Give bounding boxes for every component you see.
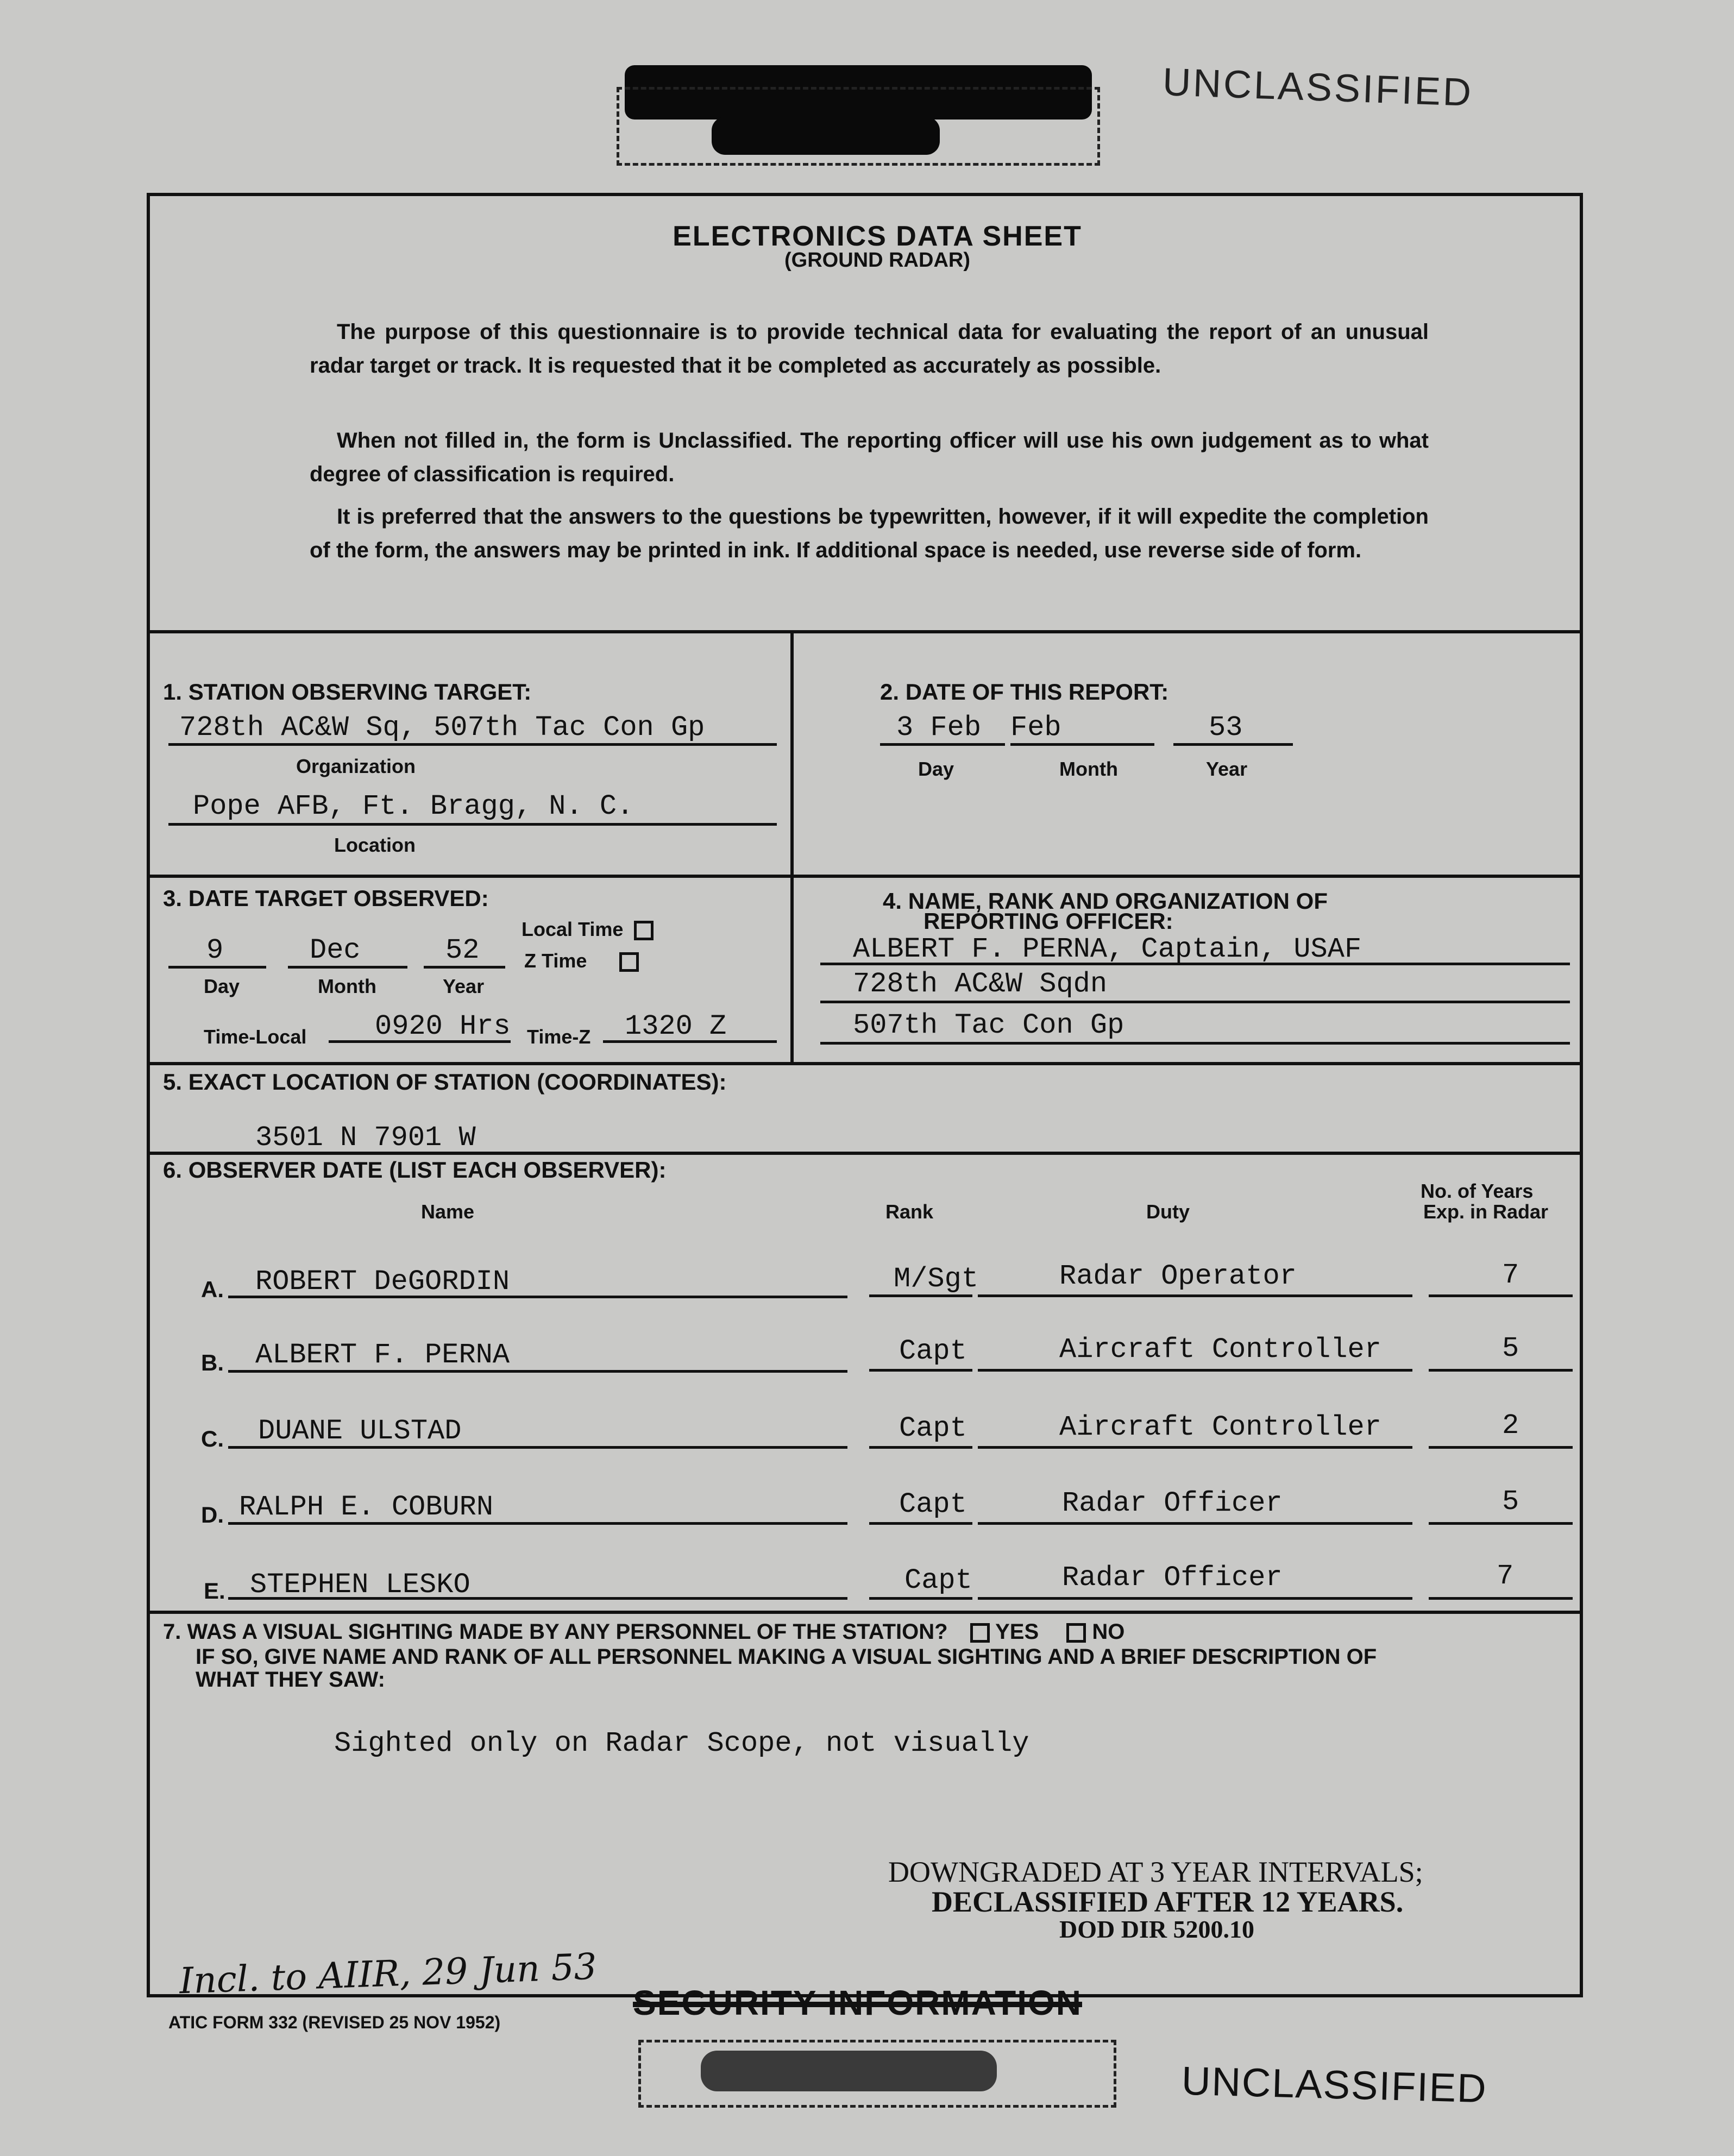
observer-rank: Capt <box>904 1564 972 1596</box>
redaction-bottom-blob <box>701 2051 997 2091</box>
observer-years-line <box>1429 1522 1573 1525</box>
observer-name-line <box>228 1522 847 1525</box>
q4-line1-rule <box>820 963 1570 965</box>
observer-name-line <box>228 1370 847 1373</box>
q1-label: 1. STATION OBSERVING TARGET: <box>163 679 532 705</box>
handwritten-note: Incl. to AIIR, 29 Jun 53 <box>178 1945 598 2002</box>
observer-letter: E. <box>204 1578 225 1604</box>
intro-paragraph-3: It is preferred that the answers to the questions be typewritten, however, if it will expedite the completion of the form, the answers may be printed in ink. If additional space is needed, use reverse side of form. <box>310 505 1429 562</box>
q1-organization-caption: Organization <box>296 755 416 777</box>
q3-month-caption: Month <box>318 975 376 997</box>
redaction-top-blob <box>712 117 940 155</box>
observer-name-line <box>228 1446 847 1449</box>
observer-duty-line <box>978 1522 1412 1525</box>
intro-paragraph-1: The purpose of this questionnaire is to provide technical data for evaluating the report of an unusual radar target or track. It is requested that it be completed as accurately as possible. <box>310 320 1429 378</box>
q2-label: 2. DATE OF THIS REPORT: <box>880 679 1169 705</box>
observer-years: 7 <box>1497 1560 1514 1592</box>
q3-z-time-label: Z Time <box>524 950 587 972</box>
divider-q3-q5 <box>147 1062 1580 1065</box>
security-information-stamp: SECURITY INFORMATION <box>633 1983 1082 2022</box>
q1-location-line <box>168 823 777 826</box>
observer-name: STEPHEN LESKO <box>250 1569 470 1601</box>
q3-time-z-label: Time-Z <box>527 1026 591 1048</box>
q2-month: Feb <box>1010 712 1061 744</box>
observer-rank: M/Sgt <box>894 1263 979 1295</box>
observer-years-line <box>1429 1597 1573 1600</box>
q7-label-line3: WHAT THEY SAW: <box>196 1668 385 1692</box>
observer-duty: Aircraft Controller <box>1059 1334 1381 1366</box>
q3-local-time-option <box>522 918 654 941</box>
observer-rank-line <box>869 1369 972 1372</box>
observer-duty: Radar Operator <box>1059 1260 1297 1292</box>
q6-col-name: Name <box>421 1200 475 1223</box>
unclassified-stamp-top: UNCLASSIFIED <box>1161 60 1474 115</box>
observer-duty-line <box>978 1446 1412 1449</box>
q3-year-caption: Year <box>443 975 485 997</box>
downgrade-line1: DOWNGRADED AT 3 YEAR INTERVALS; <box>888 1856 1423 1888</box>
observer-letter: D. <box>201 1502 224 1528</box>
q3-year: 52 <box>445 934 480 966</box>
q4-line3: 507th Tac Con Gp <box>853 1009 1124 1041</box>
observer-rank: Capt <box>899 1412 967 1444</box>
q4-label-line1: 4. NAME, RANK AND ORGANIZATION OF <box>883 888 1328 914</box>
q7-yes-label: YES <box>995 1620 1039 1644</box>
q1-location: Pope AFB, Ft. Bragg, N. C. <box>193 790 634 822</box>
downgrade-line2: DECLASSIFIED AFTER 12 YEARS. <box>932 1885 1404 1918</box>
q2-month-line <box>1010 743 1154 746</box>
observer-rank-line <box>869 1446 972 1449</box>
downgrade-line3: DOD DIR 5200.10 <box>1059 1915 1255 1943</box>
q4-line1: ALBERT F. PERNA, Captain, USAF <box>853 933 1362 965</box>
q4-line2: 728th AC&W Sqdn <box>853 968 1108 1000</box>
q3-month-line <box>288 966 407 969</box>
q3-local-time-checkbox[interactable] <box>634 921 654 940</box>
observer-name: RALPH E. COBURN <box>239 1491 494 1523</box>
q3-day: 9 <box>206 934 224 966</box>
q3-z-time-option <box>524 950 639 972</box>
q7-label-line1: 7. WAS A VISUAL SIGHTING MADE BY ANY PERSONNEL OF THE STATION? <box>163 1620 948 1644</box>
q6-col-rank: Rank <box>885 1200 934 1223</box>
q3-day-caption: Day <box>204 975 240 997</box>
q3-time-local-label: Time-Local <box>204 1026 307 1048</box>
q7-yes-checkbox[interactable] <box>970 1623 990 1643</box>
q2-year: 53 <box>1209 712 1243 744</box>
observer-years-line <box>1429 1369 1573 1372</box>
q7-answer: Sighted only on Radar Scope, not visually <box>334 1727 1029 1759</box>
observer-duty-line <box>978 1597 1412 1600</box>
observer-letter: C. <box>201 1426 224 1451</box>
q3-time-z: 1320 Z <box>625 1010 727 1042</box>
q3-day-line <box>168 966 266 969</box>
observer-rank: Capt <box>899 1335 967 1367</box>
divider-intro <box>147 630 1580 633</box>
q6-col-duty: Duty <box>1146 1200 1190 1223</box>
observer-rank-line <box>869 1522 972 1525</box>
divider-q6-q7 <box>147 1611 1580 1614</box>
q2-year-line <box>1173 743 1293 746</box>
q2-day-line <box>880 743 1005 746</box>
q3-label: 3. DATE TARGET OBSERVED: <box>163 885 489 911</box>
q7-label-line2: IF SO, GIVE NAME AND RANK OF ALL PERSONNEL MAKING A VISUAL SIGHTING AND A BRIEF DESCRIPTION OF <box>196 1645 1377 1669</box>
q3-local-time-label: Local Time <box>522 918 624 940</box>
q3-time-z-line <box>603 1040 777 1043</box>
observer-duty: Radar Officer <box>1062 1487 1283 1519</box>
observer-years: 2 <box>1502 1410 1519 1442</box>
q6-col-years-1: No. of Years <box>1421 1180 1534 1202</box>
observer-name: ALBERT F. PERNA <box>255 1339 510 1371</box>
observer-years: 5 <box>1502 1332 1519 1365</box>
q2-month-caption: Month <box>1059 758 1118 780</box>
observer-rank: Capt <box>899 1488 967 1520</box>
q1-organization-line <box>168 743 777 746</box>
form-title: ELECTRONICS DATA SHEET <box>673 221 1082 252</box>
observer-name-line <box>228 1296 847 1298</box>
q1-organization: 728th AC&W Sq, 507th Tac Con Gp <box>179 712 705 744</box>
unclassified-stamp-bottom: UNCLASSIFIED <box>1181 2058 1488 2111</box>
q7-no-checkbox[interactable] <box>1066 1623 1086 1643</box>
observer-duty-line <box>978 1294 1412 1297</box>
observer-rank-line <box>869 1597 972 1600</box>
q3-time-local-line <box>329 1040 511 1043</box>
form-id: ATIC FORM 332 (REVISED 25 NOV 1952) <box>168 2013 501 2032</box>
q6-col-years-2: Exp. in Radar <box>1423 1200 1549 1223</box>
q6-label: 6. OBSERVER DATE (LIST EACH OBSERVER): <box>163 1157 667 1183</box>
observer-years: 7 <box>1502 1259 1519 1291</box>
observer-years-line <box>1429 1446 1573 1449</box>
q2-day: 3 Feb <box>896 712 982 744</box>
observer-duty: Aircraft Controller <box>1059 1411 1381 1443</box>
q3-year-line <box>424 966 505 969</box>
observer-duty: Radar Officer <box>1062 1562 1283 1594</box>
observer-duty-line <box>978 1369 1412 1372</box>
form-subtitle: (GROUND RADAR) <box>784 249 970 272</box>
q5-label: 5. EXACT LOCATION OF STATION (COORDINATES): <box>163 1069 727 1095</box>
observer-letter: B. <box>201 1350 224 1375</box>
observer-years-line <box>1429 1294 1573 1297</box>
q4-label-line2: REPORTING OFFICER: <box>923 908 1173 934</box>
q3-time-local: 0920 Hrs <box>375 1010 511 1042</box>
q2-year-caption: Year <box>1206 758 1248 780</box>
q1-location-caption: Location <box>334 834 416 856</box>
q2-day-caption: Day <box>918 758 954 780</box>
q4-line3-rule <box>820 1042 1570 1045</box>
intro-paragraph-2: When not filled in, the form is Unclassified. The reporting officer will use his own judgement as to what degree of classification is required. <box>310 429 1429 486</box>
q3-month: Dec <box>310 934 361 966</box>
q5-coordinates: 3501 N 7901 W <box>255 1122 476 1154</box>
observer-years: 5 <box>1502 1486 1519 1518</box>
observer-rank-line <box>869 1294 972 1297</box>
observer-name: ROBERT DeGORDIN <box>255 1266 510 1298</box>
q7-question <box>163 1620 1124 1644</box>
observer-name: DUANE ULSTAD <box>258 1415 462 1447</box>
observer-letter: A. <box>201 1277 224 1302</box>
observer-name-line <box>228 1597 847 1600</box>
divider-vertical <box>790 630 794 1062</box>
q7-no-label: NO <box>1092 1620 1125 1644</box>
divider-q1-q3 <box>147 875 1580 878</box>
q4-line2-rule <box>820 1001 1570 1003</box>
q3-z-time-checkbox[interactable] <box>619 952 639 972</box>
